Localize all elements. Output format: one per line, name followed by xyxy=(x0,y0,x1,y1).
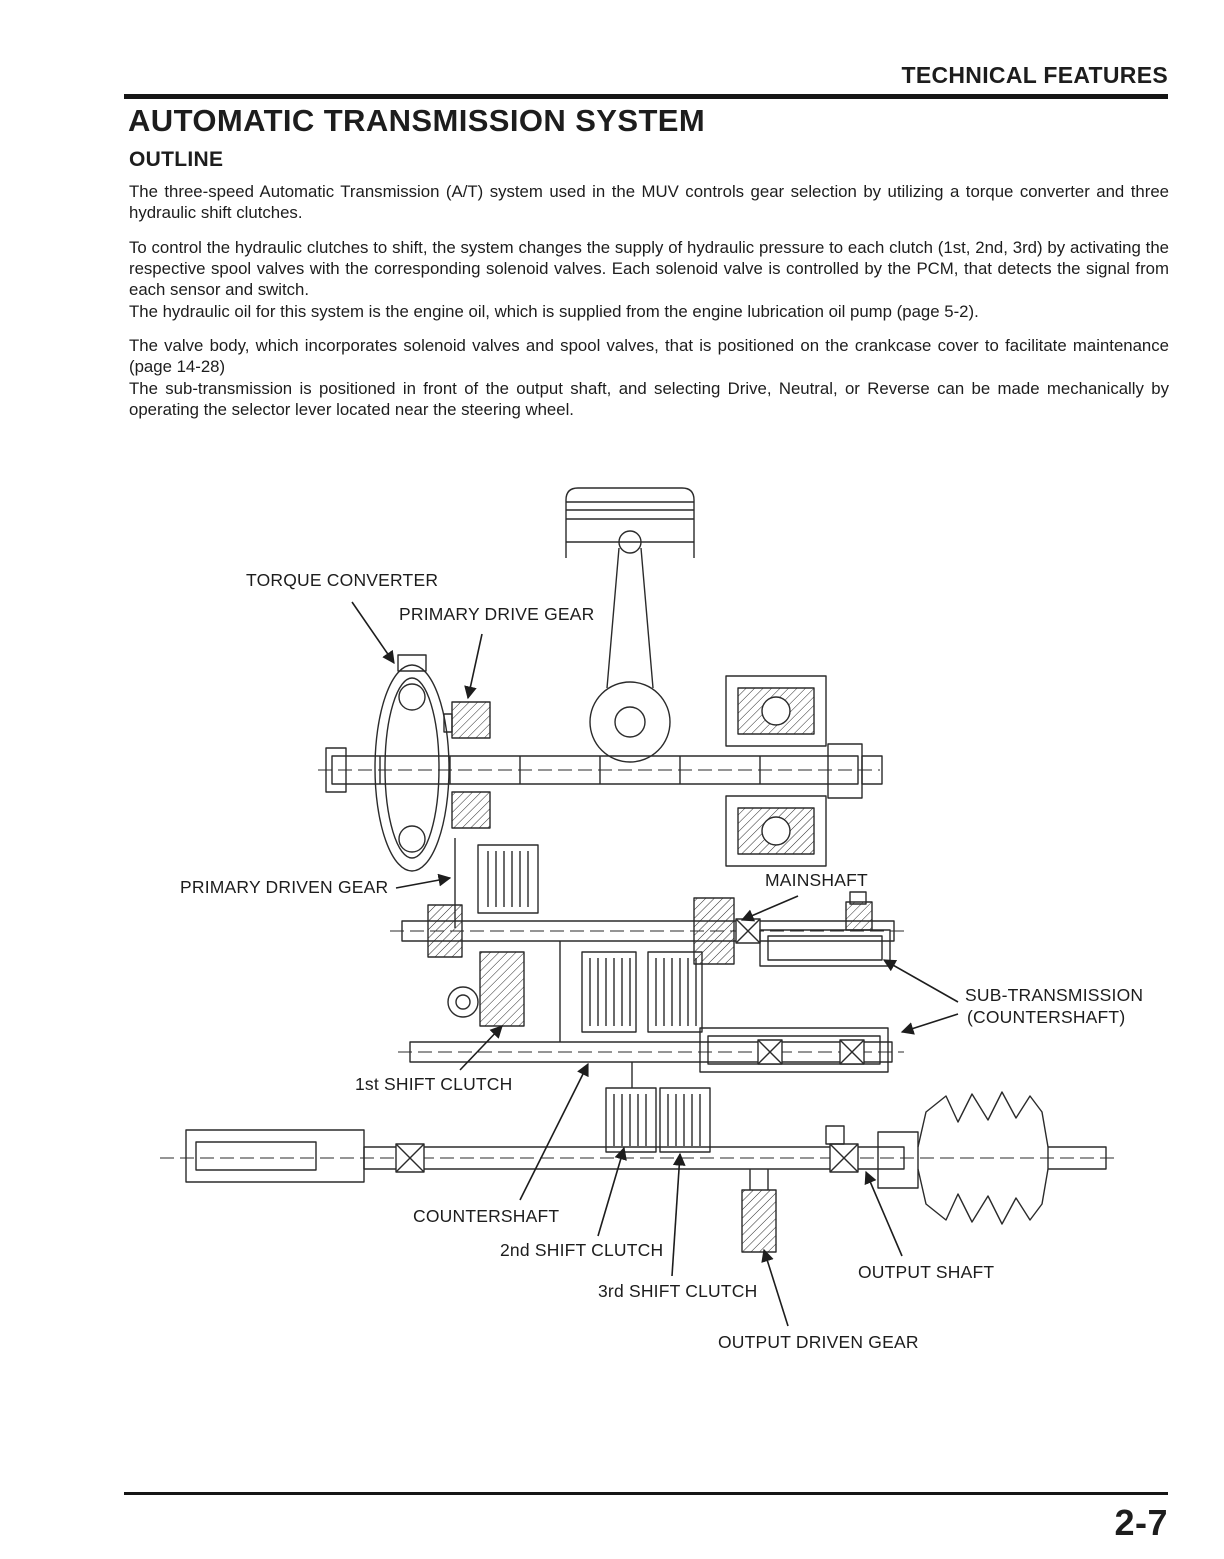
second-shift-clutch-label: 2nd SHIFT CLUTCH xyxy=(500,1240,664,1260)
primary-driven-gear-label: PRIMARY DRIVEN GEAR xyxy=(180,877,389,897)
countershaft-label: COUNTERSHAFT xyxy=(413,1206,560,1226)
paragraph: The three-speed Automatic Transmission (A/T) system used in the MUV controls gear selection by utilizing a torque converter and three hydraulic shift clutches. xyxy=(129,182,1169,223)
section-heading-outline: OUTLINE xyxy=(129,148,224,171)
output-shaft-label: OUTPUT SHAFT xyxy=(858,1262,995,1282)
third-shift-clutch-label: 3rd SHIFT CLUTCH xyxy=(598,1281,758,1301)
engine-and-gear-train-artwork xyxy=(160,488,1120,1252)
paragraph: To control the hydraulic clutches to shift, the system changes the supply of hydraulic pressure to each clutch (1st, 2nd, 3rd) by activating the respective spool valves with the corresponding solenoid valves. Each solenoid valve is controlled by the PCM, that detects the signal from each sensor and switch. xyxy=(129,237,1169,300)
torque-converter-label: TORQUE CONVERTER xyxy=(246,570,439,590)
first-shift-clutch-label: 1st SHIFT CLUTCH xyxy=(355,1074,513,1094)
sub-transmission-label-line2: (COUNTERSHAFT) xyxy=(967,1007,1126,1027)
page-title: AUTOMATIC TRANSMISSION SYSTEM xyxy=(128,103,706,138)
output-driven-gear-label: OUTPUT DRIVEN GEAR xyxy=(718,1332,919,1352)
page-number: 2-7 xyxy=(1114,1502,1168,1543)
paragraph: The hydraulic oil for this system is the engine oil, which is supplied from the engine lubrication oil pump (page 5-2). xyxy=(129,301,979,321)
primary-drive-gear-label: PRIMARY DRIVE GEAR xyxy=(399,604,595,624)
mainshaft-label: MAINSHAFT xyxy=(765,870,868,890)
paragraph: The valve body, which incorporates solenoid valves and spool valves, that is positioned on the crankcase cover to facilitate maintenance (page 14-28) xyxy=(129,335,1169,377)
page-header: TECHNICAL FEATURES xyxy=(901,62,1168,88)
paragraph: The sub-transmission is positioned in front of the output shaft, and selecting Drive, Neutral, or Reverse can be made mechanically by operating the selector lever located near the steering wheel. xyxy=(129,378,1169,419)
sub-transmission-label: SUB-TRANSMISSION xyxy=(965,985,1144,1005)
footer-rule xyxy=(124,1492,1168,1495)
